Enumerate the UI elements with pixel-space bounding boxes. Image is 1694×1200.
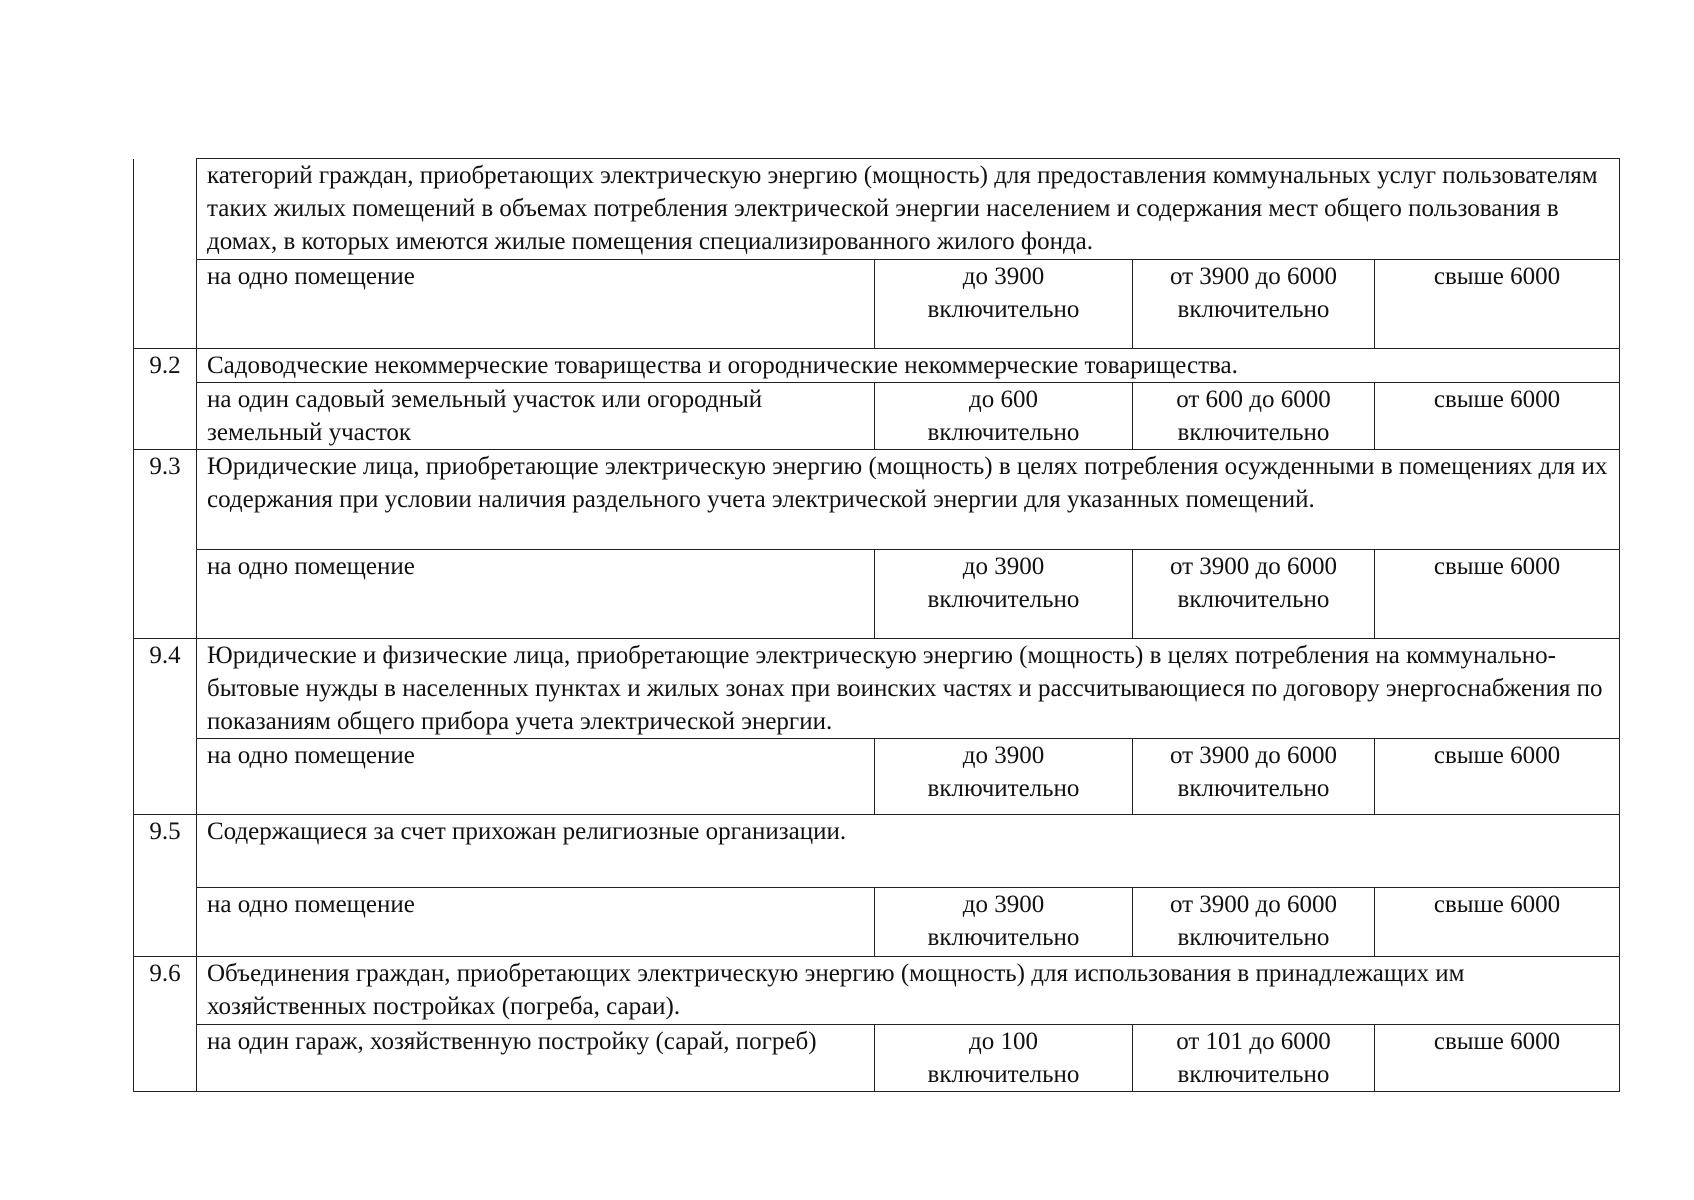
table-row xyxy=(134,957,1620,1025)
category-description: Садоводческие некоммерческие товарищества и огороднические некоммерческие товарищества. xyxy=(197,349,1620,383)
unit-label: на одно помещение xyxy=(197,260,875,349)
range-high: свыше 6000 xyxy=(1375,260,1620,349)
tariff-table xyxy=(133,158,1620,1092)
table-row xyxy=(134,450,1620,550)
table-row xyxy=(134,739,1620,815)
table-row xyxy=(134,159,1620,260)
row-number: 9.2 xyxy=(134,349,197,450)
range-high: свыше 6000 xyxy=(1375,383,1620,450)
unit-label: на одно помещение xyxy=(197,888,875,957)
table-row xyxy=(134,639,1620,739)
category-description: Объединения граждан, приобретающих электрическую энергию (мощность) для использования в принадлежащих им хозяйственных постройках (погреба, сараи). xyxy=(197,957,1620,1025)
row-number xyxy=(134,159,197,349)
table-row xyxy=(134,1025,1620,1092)
range-mid: от 3900 до 6000 включительно xyxy=(1133,739,1375,815)
range-low: до 100 включительно xyxy=(875,1025,1133,1092)
range-low: до 600 включительно xyxy=(875,383,1133,450)
unit-label: на одно помещение xyxy=(197,739,875,815)
range-low: до 3900 включительно xyxy=(875,550,1133,639)
row-number: 9.6 xyxy=(134,957,197,1092)
range-low: до 3900 включительно xyxy=(875,739,1133,815)
range-mid: от 600 до 6000 включительно xyxy=(1133,383,1375,450)
row-number: 9.4 xyxy=(134,639,197,815)
range-mid: от 3900 до 6000 включительно xyxy=(1133,260,1375,349)
table-row xyxy=(134,815,1620,888)
category-description: категорий граждан, приобретающих электрическую энергию (мощность) для предоставления коммунальных услуг пользователям таких жилых помещений в объемах потребления электрической энергии населением и содержания мест общего пользования в домах, в которых имеются жилые помещения специализированного жилого фонда. xyxy=(197,159,1620,260)
range-low: до 3900 включительно xyxy=(875,260,1133,349)
range-low: до 3900 включительно xyxy=(875,888,1133,957)
table-row xyxy=(134,260,1620,349)
category-description: Содержащиеся за счет прихожан религиозные организации. xyxy=(197,815,1620,888)
table-row xyxy=(134,349,1620,383)
category-description: Юридические и физические лица, приобретающие электрическую энергию (мощность) в целях потребления на коммунально-бытовые нужды в населенных пунктах и жилых зонах при воинских частях и рассчитывающиеся по договору энергоснабжения по показаниям общего прибора учета электрической энергии. xyxy=(197,639,1620,739)
row-number: 9.3 xyxy=(134,450,197,639)
range-mid: от 101 до 6000 включительно xyxy=(1133,1025,1375,1092)
range-mid: от 3900 до 6000 включительно xyxy=(1133,888,1375,957)
row-number: 9.5 xyxy=(134,815,197,957)
range-high: свыше 6000 xyxy=(1375,739,1620,815)
category-description: Юридические лица, приобретающие электрическую энергию (мощность) в целях потребления осужденными в помещениях для их содержания при условии наличия раздельного учета электрической энергии для указанных помещений. xyxy=(197,450,1620,550)
unit-label: на один садовый земельный участок или огородный земельный участок xyxy=(197,383,875,450)
unit-label: на один гараж, хозяйственную постройку (сарай, погреб) xyxy=(197,1025,875,1092)
range-high: свыше 6000 xyxy=(1375,888,1620,957)
range-mid: от 3900 до 6000 включительно xyxy=(1133,550,1375,639)
unit-label: на одно помещение xyxy=(197,550,875,639)
range-high: свыше 6000 xyxy=(1375,550,1620,639)
table-row xyxy=(134,888,1620,957)
table-row xyxy=(134,383,1620,450)
range-high: свыше 6000 xyxy=(1375,1025,1620,1092)
table-row xyxy=(134,550,1620,639)
